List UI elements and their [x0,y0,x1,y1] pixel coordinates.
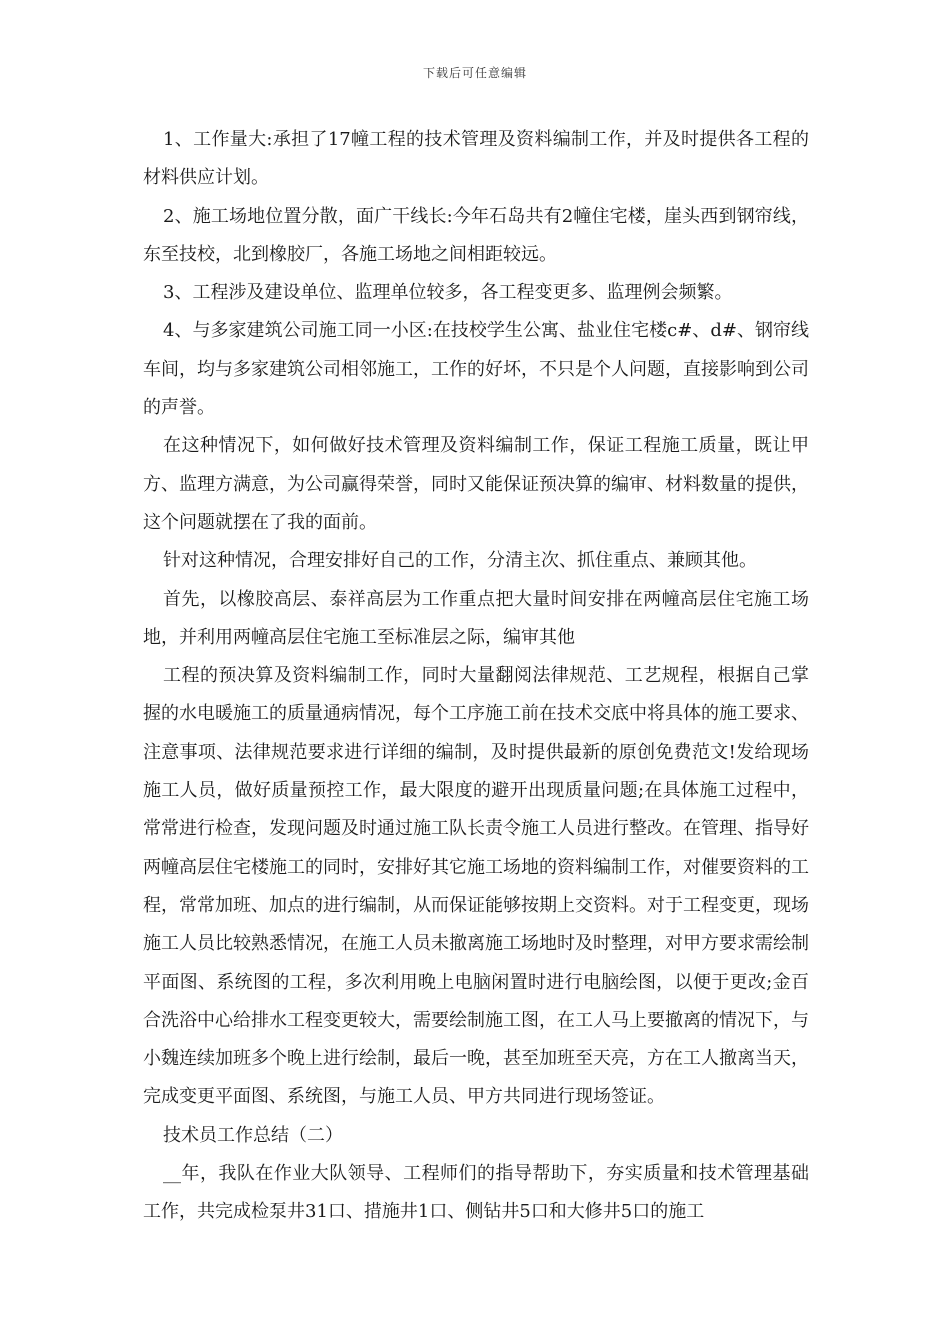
document-body [143,121,809,1232]
paragraph-1: 1、工作量大:承担了17幢工程的技术管理及资料编制工作，并及时提供各工程的材料供应计划。 [143,129,809,189]
paragraph-6: 针对这种情况，合理安排好自己的工作，分清主次、抓住重点、兼顾其他。 [163,550,757,572]
page-header: 下载后可任意编辑 [422,66,527,80]
paragraph-4: 4、与多家建筑公司施工同一小区:在技校学生公寓、盐业住宅楼c#、d#、钢帘线车间，均与多家建筑公司相邻施工，工作的好坏，不只是个人问题，直接影响到公司的声誉。 [143,320,809,419]
paragraph-9: __年，我队在作业大队领导、工程师们的指导帮助下，夯实质量和技术管理基础工作，共完成检泵井31口、措施井1口、侧钻井5口和大修井5口的施工 [143,1163,809,1223]
paragraph-5: 在这种情况下，如何做好技术管理及资料编制工作，保证工程施工质量，既让甲方、监理方满意，为公司赢得荣誉，同时又能保证预决算的编审、材料数量的提供，这个问题就摆在了我的面前。 [143,435,809,533]
paragraph-8: 工程的预决算及资料编制工作，同时大量翻阅法律规范、工艺规程，根据自己掌握的水电暖施工的质量通病情况，每个工序施工前在技术交底中将具体的施工要求、注意事项、法律规范要求进行详细的编制，及时提供最新的原创免费范文!发给现场施工人员，做好质量预控工作，最大限度的避开出现质量问题;在具体施工过程中，常常进行检查，发现问题及时通过施工队长责令施工人员进行整改。在管理、指导好两幢高层住宅楼施工的同时，安排好其它施工场地的资料编制工作，对催要资料的工程，常常加班、加点的进行编制，从而保证能够按期上交资料。对于工程变更，现场施工人员比较熟悉情况，在施工人员未撤离施工场地时及时整理，对甲方要求需绘制平面图、系统图的工程，多次利用晚上电脑闲置时进行电脑绘图，以便于更改;金百合洗浴中心给排水工程变更较大，需要绘制施工图，在工人马上要撤离的情况下，与小魏连续加班多个晚上进行绘制，最后一晚，甚至加班至天亮，方在工人撤离当天，完成变更平面图、系统图，与施工人员、甲方共同进行现场签证。 [143,665,809,1108]
paragraph-3: 3、工程涉及建设单位、监理单位较多，各工程变更多、监理例会频繁。 [163,282,733,304]
paragraph-7: 首先，以橡胶高层、泰祥高层为工作重点把大量时间安排在两幢高层住宅施工场地，并利用两幢高层住宅施工至标准层之际，编审其他 [143,588,809,648]
section-heading: 技术员工作总结（二） [163,1124,343,1146]
paragraph-2: 2、施工场地位置分散，面广干线长:今年石岛共有2幢住宅楼，崖头西到钢帘线，东至技校，北到橡胶厂，各施工场地之间相距较远。 [143,205,809,265]
